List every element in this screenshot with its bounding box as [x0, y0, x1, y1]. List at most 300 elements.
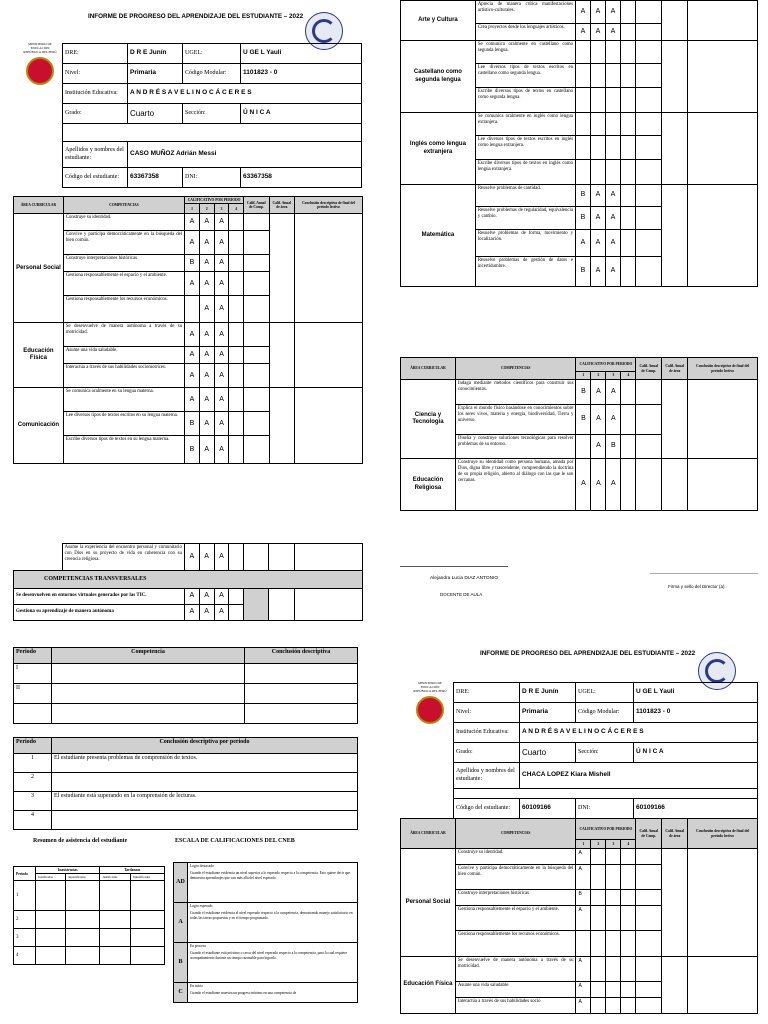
hdr-p2: 2 [199, 204, 214, 214]
director-signature-line [650, 573, 758, 574]
report-title-2: INFORME DE PROGRESO DEL APRENDIZAJE DEL ESTUDIANTE – 2022 [480, 650, 696, 657]
label-nombres: Apellidos y nombres del estudiante: [454, 763, 520, 789]
grade-cell: A [199, 544, 214, 571]
conclusion-cell [688, 380, 758, 459]
competency-text: Lee diversos tipos de textos escritos en castellano como segunda lengua. [475, 64, 575, 88]
grade-cell: A [199, 323, 214, 347]
competency-text: Gestiona responsablemente el espacio y el ambiente. [63, 272, 184, 296]
hdr-area: ÁREA CURRICULAR [14, 197, 64, 214]
annual-comp-cell [244, 214, 270, 231]
grade-cell: A [214, 231, 229, 255]
annual-comp-cell [636, 1, 662, 24]
grade-cell [576, 88, 591, 113]
conclusion-cell [688, 113, 758, 185]
annual-comp-cell [636, 906, 662, 931]
grade-cell: B [185, 436, 200, 464]
area-name: Inglés como lengua extranjera [401, 113, 476, 185]
annual-comp-cell [636, 849, 662, 865]
value-ie: A N D R É S A V E L I N O C Á C E R E S [520, 723, 758, 743]
grade-cell: A [606, 24, 621, 41]
grades-table-right [400, 0, 758, 287]
conclusion-table [13, 737, 358, 830]
grade-cell [229, 231, 244, 255]
conclusion-cell [295, 388, 363, 464]
grade-cell: A [591, 24, 606, 41]
grade-cell: A [591, 230, 606, 257]
label-dni: DNI: [576, 799, 634, 819]
grade-cell [621, 113, 636, 136]
att-tard: Tardanzas [100, 867, 165, 874]
competency-row [401, 113, 758, 136]
annual-comp-cell [636, 435, 662, 459]
escala-name: Logro destacado [190, 864, 214, 868]
annual-comp-cell [636, 207, 662, 230]
grade-cell [606, 849, 621, 865]
grade-cell [591, 849, 606, 865]
escala-title: ESCALA DE CALIFICACIONES DEL CNEB [175, 838, 295, 844]
competency-text: Se comunica oralmente en su lengua materna. [63, 388, 184, 412]
hdr-p3: 3 [606, 372, 621, 380]
grade-cell: A [591, 380, 606, 405]
grade-cell [621, 24, 636, 41]
grade-cell: A [591, 1, 606, 24]
annual-comp-cell [244, 231, 270, 255]
grade-cell [591, 890, 606, 906]
annual-area-cell [662, 1, 688, 41]
grade-cell: A [199, 412, 214, 436]
concl-h2: Conclusión descriptiva por periodo [52, 738, 358, 754]
grade-cell [621, 982, 636, 998]
grade-cell: A [576, 982, 591, 998]
grade-cell: A [214, 296, 229, 323]
annual-comp-cell [244, 323, 270, 347]
grade-cell: A [606, 1, 621, 24]
grade-cell [606, 957, 621, 982]
annual-comp-cell [636, 982, 662, 998]
hdr-p2: 2 [591, 840, 606, 849]
grade-cell [606, 998, 621, 1014]
escala-name: Logro esperado [190, 904, 213, 908]
hdr-p4: 4 [229, 204, 244, 214]
religion-left-comp: Asume la experiencia del encuentro personal y comunitario con Dios en su proyecto de vida en coherencia con su creencia religiosa. [62, 544, 184, 571]
grade-cell [606, 88, 621, 113]
grade-cell [606, 865, 621, 890]
grade-cell [606, 136, 621, 160]
att-j: Justificadas [100, 874, 130, 881]
grade-cell: A [199, 364, 214, 388]
conclusion-cell [688, 957, 758, 1014]
annual-area-cell [662, 849, 688, 957]
label-seccion: Sección: [183, 104, 241, 124]
grade-cell [229, 296, 244, 323]
hdr-p1: 1 [576, 372, 591, 380]
annual-comp-cell [636, 998, 662, 1014]
grade-cell: A [185, 214, 200, 231]
grade-cell [591, 931, 606, 957]
competency-text: Resuelve problemas de gestión de datos e incertidumbre. [475, 257, 575, 287]
grade-cell: A [606, 459, 621, 511]
annual-area-cell [269, 214, 294, 323]
grade-cell: A [214, 544, 229, 571]
grade-cell [621, 136, 636, 160]
hdr-anual: Calif. Anual de Comp. [636, 819, 662, 849]
grade-cell [229, 272, 244, 296]
escala-name: En proceso [190, 944, 207, 948]
grade-cell: B [576, 405, 591, 435]
grade-cell [576, 64, 591, 88]
hdr-anual-area: Calif. Anual de área [269, 197, 294, 214]
value-dni: 60109166 [634, 799, 758, 819]
competency-text: Convive y participa democráticamente en la búsqueda del bien común. [455, 865, 576, 890]
value-nombre: CHACA LOPEZ Kiara Mishell [520, 763, 758, 789]
label-ie: Institución Educativa: [454, 723, 520, 743]
grade-cell [576, 931, 591, 957]
label-codmod: Código Modular: [576, 703, 634, 723]
grade-cell [229, 388, 244, 412]
grade-cell [621, 41, 636, 64]
grade-cell: A [576, 1, 591, 24]
area-name: Ciencia y Tecnología [401, 380, 456, 459]
grade-cell [591, 113, 606, 136]
grade-cell: A [199, 388, 214, 412]
grade-cell [621, 906, 636, 931]
competency-text: Se desenvuelve de manera autónoma a través de su motricidad. [455, 957, 576, 982]
annual-comp-cell [636, 136, 662, 160]
grade-cell: A [214, 272, 229, 296]
escala-name: En inicio [190, 984, 204, 988]
annual-comp-cell [636, 405, 662, 435]
ministry-label: MINISTERIO DE EDUCACIÓN [28, 42, 52, 50]
value-dni: 63367358 [241, 168, 362, 188]
grade-cell: B [576, 890, 591, 906]
grades-table-2 [400, 818, 758, 1014]
conclusion-cell [295, 214, 363, 323]
label-dre: DRE: [454, 683, 520, 703]
annual-area-cell [269, 323, 294, 388]
value-codigo: 60109166 [520, 799, 576, 819]
grade-cell [621, 185, 636, 207]
value-nombre: CASO MUÑOZ Adrián Messi [128, 142, 362, 168]
transversal-table [13, 543, 363, 621]
grade-cell [621, 435, 636, 459]
grade-cell [606, 160, 621, 185]
republic-label: REPÚBLICA DEL PERÚ [23, 49, 57, 54]
periodo-row: II [14, 684, 52, 704]
annual-comp-cell [636, 113, 662, 136]
escala-code: B [174, 943, 188, 983]
grade-cell: A [214, 436, 229, 464]
grade-cell: A [184, 589, 199, 605]
grade-cell: A [591, 185, 606, 207]
grade-cell: A [576, 906, 591, 931]
value-grado: Cuarto [520, 743, 576, 763]
escala-row [174, 943, 358, 983]
grade-cell: A [184, 544, 199, 571]
competency-text: Explica el mundo físico basándose en conocimientos sobre los seres vivos, materia y energía, biodiversidad, Tierra y universo. [455, 405, 576, 435]
grade-cell [621, 405, 636, 435]
hdr-comp: COMPETENCIAS [455, 358, 576, 380]
annual-comp-cell [636, 64, 662, 88]
conclusion-cell [688, 849, 758, 957]
grade-cell: A [591, 207, 606, 230]
grade-cell: A [214, 214, 229, 231]
annual-comp-cell [636, 931, 662, 957]
competency-text: Asume una vida saludable. [63, 347, 184, 364]
peru-shield-icon [416, 696, 444, 724]
competency-text: Construye su identidad como persona humana, amada por Dios, digna libre y trascendente, comprendiendo la doctrina de su propia religión, abierto al diálogo con las que le son cercanas. [455, 459, 576, 511]
escala-desc: Cuando el estudiante evidencia un nivel superior a lo esperado respecto a la competencia. Esto quiere decir que demuestra aprendizajes que van más allá del nivel esperado. [190, 871, 351, 880]
grade-cell [621, 88, 636, 113]
hdr-p2: 2 [591, 372, 606, 380]
grade-cell: A [606, 380, 621, 405]
grade-cell: A [606, 185, 621, 207]
competency-text: Resuelve problemas de regularidad, equivalencia y cambio. [475, 207, 575, 230]
competency-text: Interactúa a través de sus habilidades socio [455, 998, 576, 1014]
grade-cell: A [576, 459, 591, 511]
hdr-area: ÁREA CURRICULAR [401, 819, 456, 849]
competency-row [401, 185, 758, 207]
grade-cell: A [606, 405, 621, 435]
area-name: Educación Física [401, 957, 456, 1014]
area-name: Personal Social [401, 849, 456, 957]
periodo-h1: Periodo [14, 648, 52, 664]
competency-text: Gestiona responsablemente los recursos económicos. [63, 296, 184, 323]
grade-cell [591, 957, 606, 982]
grade-cell: A [199, 605, 214, 621]
hdr-calif: CALIFICATIVO POR PERIODO [185, 197, 244, 204]
hdr-comp: COMPETENCIAS [455, 819, 576, 849]
grade-cell [591, 88, 606, 113]
periodo-h2: Competencia [52, 648, 245, 664]
escala-desc: Cuando el estudiante está próximo o cerca del nivel esperado respecto a la competencia, para lo cual requiere acompañamiento durante un tiempo razonable para lograrlo. [190, 951, 348, 960]
competency-text: Escribe diversos tipos de textos en inglés como lengua extranjera. [475, 160, 575, 185]
competency-text: Gestiona responsablemente el espacio y el ambiente. [455, 906, 576, 931]
competency-row [401, 380, 758, 405]
label-ugel: UGEL: [183, 44, 241, 64]
annual-comp-cell [244, 388, 270, 412]
hdr-p1: 1 [185, 204, 200, 214]
grade-cell: A [214, 364, 229, 388]
annual-comp-cell [244, 255, 270, 272]
hdr-p4: 4 [621, 840, 636, 849]
competency-text: Se comunica oralmente en castellano como segunda lengua. [475, 41, 575, 64]
grade-cell [576, 435, 591, 459]
grade-cell: B [185, 412, 200, 436]
competency-text: Indaga mediante métodos científicos para construir sus conocimientos. [455, 380, 576, 405]
annual-area-cell [662, 113, 688, 185]
concl-period: 2 [14, 773, 52, 792]
grade-cell: A [576, 998, 591, 1014]
att-i: Injustificadas [66, 874, 100, 881]
competency-row [14, 323, 363, 347]
value-ugel: U GE L Yauli [241, 44, 362, 64]
grade-cell [229, 255, 244, 272]
competency-text: Interactúa a través de sus habilidades sociomotrices. [63, 364, 184, 388]
grade-cell: A [576, 865, 591, 890]
annual-comp-cell [244, 347, 270, 364]
annual-comp-cell [636, 890, 662, 906]
grade-cell: A [576, 24, 591, 41]
grade-cell [591, 982, 606, 998]
grade-cell: A [214, 589, 229, 605]
grade-cell [621, 1, 636, 24]
republic-label: REPÚBLICA DEL PERÚ [413, 688, 447, 693]
label-dre: DRE: [63, 44, 128, 64]
grade-cell [591, 160, 606, 185]
grade-cell: A [591, 257, 606, 287]
area-name: Educación Física [14, 323, 64, 388]
concl-period: 1 [14, 754, 52, 773]
label-nivel: Nivel: [63, 64, 128, 84]
hdr-calif: CALIFICATIVO POR PERIODO [576, 358, 636, 372]
competency-text: Construye su identidad. [455, 849, 576, 865]
grade-cell [606, 890, 621, 906]
periodo-row: I [14, 664, 52, 684]
grade-cell: B [185, 255, 200, 272]
grade-cell [591, 64, 606, 88]
grade-cell [621, 64, 636, 88]
annual-comp-cell [636, 380, 662, 405]
grade-cell: A [199, 231, 214, 255]
escala-desc: Cuando el estudiante muestra un progreso mínimo en una competencia de [190, 991, 297, 996]
att-row: 3 [14, 929, 36, 947]
competency-text: Construye interpretaciones históricas [455, 890, 576, 906]
student-info-table-1 [62, 43, 362, 188]
hdr-concl: Conclusión descriptiva de final del período lectivo [295, 197, 363, 214]
periodo-row [14, 704, 52, 724]
label-ugel: UGEL: [576, 683, 634, 703]
hdr-p3: 3 [606, 840, 621, 849]
grade-cell [606, 982, 621, 998]
grade-cell: A [185, 388, 200, 412]
competency-text: Diseña y construye soluciones tecnológicas para resolver problemas de su entorno. [455, 435, 576, 459]
grade-cell: A [591, 459, 606, 511]
att-periodo: Periodo [14, 867, 36, 881]
hdr-concl: Conclusión descriptiva de final del período lectivo [688, 819, 758, 849]
grade-cell [621, 459, 636, 511]
director-label: Firma y sello del Director (a) [668, 584, 725, 589]
hdr-p1: 1 [576, 840, 591, 849]
competency-text: Construye su identidad. [63, 214, 184, 231]
conclusion-cell [688, 41, 758, 113]
escala-code: AD [174, 863, 188, 903]
grade-cell: A [214, 323, 229, 347]
grade-cell: A [606, 207, 621, 230]
label-seccion: Sección: [576, 743, 634, 763]
grade-cell: A [606, 257, 621, 287]
grade-cell [229, 436, 244, 464]
annual-comp-cell [636, 41, 662, 64]
competency-text: Lee diversos tipos de textos escritos en inglés como lengua extranjera. [475, 136, 575, 160]
hdr-p3: 3 [214, 204, 229, 214]
ministry-seal [412, 682, 448, 726]
grade-cell [621, 160, 636, 185]
label-codest: Código del estudiante: [63, 168, 128, 188]
area-name: Matemática [401, 185, 476, 287]
annual-comp-cell [636, 185, 662, 207]
att-j: Justificadas [36, 874, 66, 881]
competency-text: Se comunica oralmente en inglés como lengua extranjera. [475, 113, 575, 136]
grade-cell [185, 296, 200, 323]
area-name: Personal Social [14, 214, 64, 323]
annual-comp-cell [636, 230, 662, 257]
competency-text: Asume una vida saludable. [455, 982, 576, 998]
conclusion-cell [295, 323, 363, 388]
att-inas: Inasistencias [36, 867, 100, 874]
concl-text [52, 811, 358, 830]
grade-cell: B [576, 185, 591, 207]
transversal-title: COMPETENCIAS TRANSVERSALES [14, 571, 363, 589]
hdr-area: ÁREA CURRICULAR [401, 358, 456, 380]
annual-area-cell [662, 459, 688, 511]
annual-comp-cell [636, 88, 662, 113]
grade-cell [621, 380, 636, 405]
value-grado: Cuarto [128, 104, 183, 124]
report-title: INFORME DE PROGRESO DEL APRENDIZAJE DEL ESTUDIANTE – 2022 [88, 13, 304, 20]
grades-table-right-2 [400, 357, 758, 511]
grade-cell [621, 257, 636, 287]
grade-cell [606, 113, 621, 136]
label-ie: Institución Educativa: [63, 84, 128, 104]
grade-cell: A [199, 255, 214, 272]
competency-text: Convive y participa democráticamente en la búsqueda del bien común. [63, 231, 184, 255]
escala-desc-cell [188, 943, 358, 983]
value-codmod: 1101823 - 0 [634, 703, 758, 723]
grade-cell [229, 412, 244, 436]
annual-comp-cell [636, 459, 662, 511]
competency-text: Gestiona responsablemente los recursos económicos. [455, 931, 576, 957]
competency-text: Escribe diversos tipos de textos en castellano como segunda lengua. [475, 88, 575, 113]
grade-cell: A [185, 364, 200, 388]
area-name: Educación Religiosa [401, 459, 456, 511]
competency-text: Resuelve problemas de cantidad. [475, 185, 575, 207]
student-info-table-2 [453, 682, 758, 819]
annual-area-cell [662, 41, 688, 113]
grade-cell [591, 865, 606, 890]
grade-cell: A [576, 230, 591, 257]
annual-area-cell [662, 380, 688, 459]
att-row: 4 [14, 947, 36, 965]
grade-cell [606, 906, 621, 931]
annual-area-cell [662, 185, 688, 287]
grade-cell [591, 998, 606, 1014]
concl-period: 3 [14, 792, 52, 811]
competency-text: Construye interpretaciones históricas [63, 255, 184, 272]
grade-cell [591, 136, 606, 160]
grade-cell [606, 64, 621, 88]
competency-row [14, 388, 363, 412]
grade-cell [229, 214, 244, 231]
competency-row [401, 957, 758, 982]
competency-text: Escribe diversos tipos de textos en su lengua materna. [63, 436, 184, 464]
grade-cell: A [214, 605, 229, 621]
grade-cell: B [576, 207, 591, 230]
annual-comp-cell [244, 436, 270, 464]
transversal-comp-1: Se desenvuelven en entornos virtuales generados por las TIC. [14, 589, 185, 605]
grade-cell [621, 931, 636, 957]
grade-cell: A [199, 347, 214, 364]
escala-desc-cell [188, 983, 358, 1003]
hdr-comp: COMPETENCIAS [63, 197, 184, 214]
attendance-table [13, 866, 165, 965]
periodo-table [13, 647, 358, 724]
annual-area-cell [662, 957, 688, 1014]
label-grado: Grado: [63, 104, 128, 124]
value-seccion: Ú N I C A [241, 104, 362, 124]
conclusion-cell [688, 185, 758, 287]
grade-cell [591, 41, 606, 64]
escala-row [174, 863, 358, 903]
